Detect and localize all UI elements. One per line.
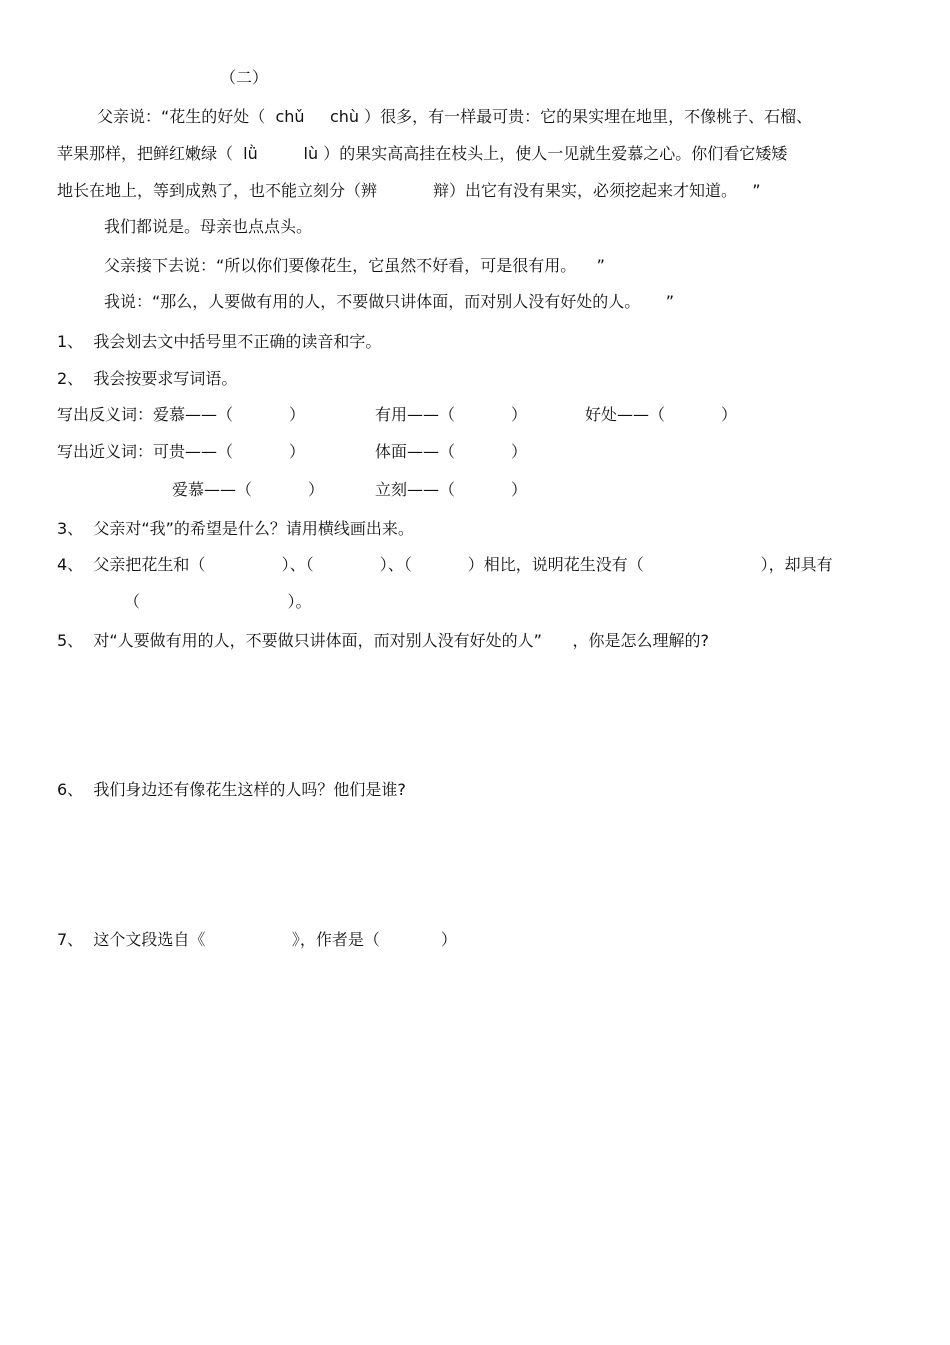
passage-line-6: 我说：“那么，人要做有用的人，不要做只讲体面，而对别人没有好处的人。 ”: [104, 292, 675, 311]
antonyms-item-1: 写出反义词：爱慕——（ ）: [57, 405, 305, 424]
synonyms-item-1: 写出近义词：可贵——（ ）: [57, 442, 305, 461]
antonyms-item-3: 好处——（ ）: [585, 405, 737, 424]
antonyms-item-2: 有用——（ ）: [375, 405, 527, 424]
passage-line-1: 父亲说：“花生的好处（ chǔ chù ）很多，有一样最可贵：它的果实埋在地里，不像桃子、石榴、: [97, 107, 813, 126]
question-7: 7、 这个文段选自《 》，作者是（ ）: [57, 930, 457, 949]
passage-line-3: 地长在地上，等到成熟了，也不能立刻分（辨 辩）出它有没有果实，必须挖起来才知道。 ”: [57, 181, 761, 200]
question-2: 2、 我会按要求写词语。: [57, 369, 238, 388]
question-5: 5、 对“人要做有用的人，不要做只讲体面，而对别人没有好处的人” ，你是怎么理解的?: [57, 631, 709, 650]
synonyms-item-3: 爱慕——（ ）: [172, 480, 324, 499]
synonyms-item-4: 立刻——（ ）: [375, 480, 527, 499]
question-1: 1、 我会划去文中括号里不正确的读音和字。: [57, 332, 382, 351]
question-3: 3、 父亲对“我”的希望是什么？请用横线画出来。: [57, 519, 414, 538]
question-6: 6、 我们身边还有像花生这样的人吗？他们是谁?: [57, 780, 406, 799]
passage-line-4: 我们都说是。母亲也点点头。: [104, 217, 313, 236]
section-title: （二）: [220, 68, 269, 87]
synonyms-item-2: 体面——（ ）: [375, 442, 527, 461]
question-4-line-2: （ ）。: [124, 592, 312, 611]
question-4-line-1: 4、 父亲把花生和（ ）、（ ）、（ ）相比，说明花生没有（ ），却具有: [57, 555, 833, 574]
passage-line-5: 父亲接下去说：“所以你们要像花生，它虽然不好看，可是很有用。 ”: [104, 256, 605, 275]
passage-line-2: 苹果那样，把鲜红嫩绿（ lǜ lù ）的果实高高挂在枝头上，使人一见就生爱慕之心。你们看它矮矮: [57, 144, 788, 163]
